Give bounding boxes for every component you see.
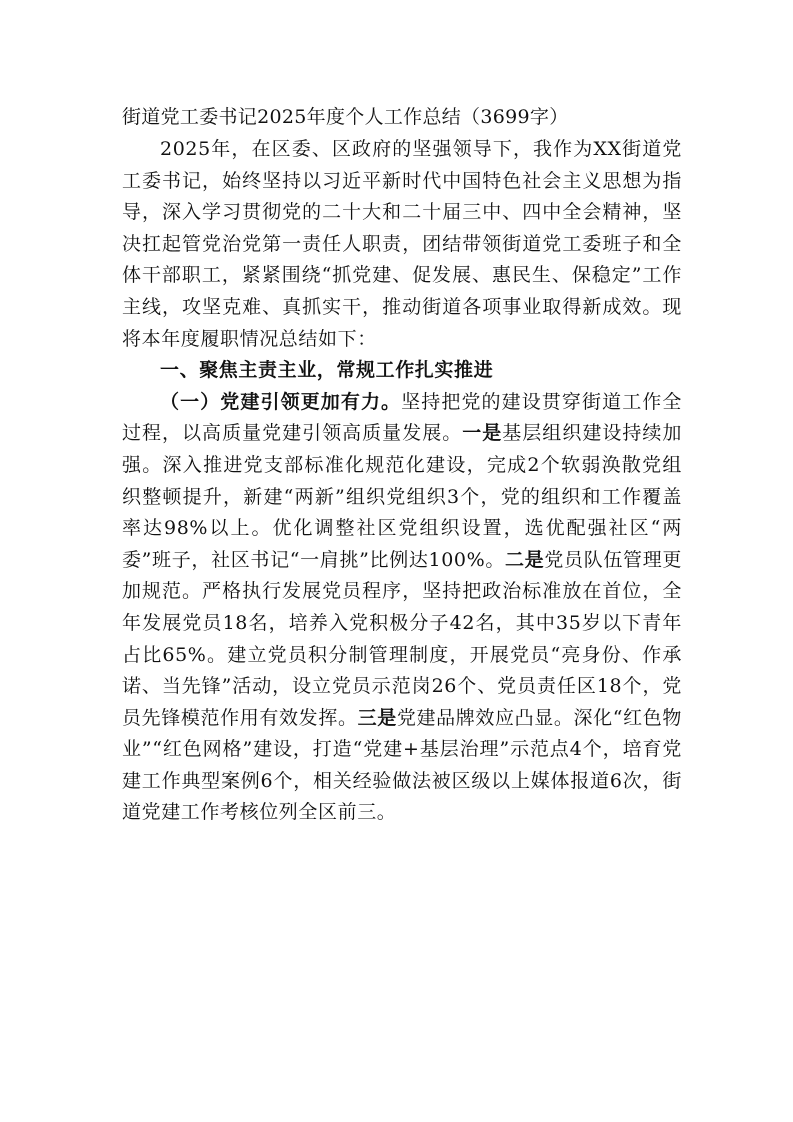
subsection-paragraph-1 <box>122 387 682 829</box>
point-label-1: 一是 <box>462 422 503 445</box>
section-heading-1: 一、聚焦主责主业，常规工作扎实推进 <box>160 359 494 382</box>
point-label-2: 二是 <box>505 548 545 571</box>
intro-paragraph: 2025年，在区委、区政府的坚强领导下，我作为XX街道党工委书记，始终坚持以习近平新时代中国特色社会主义思想为指导，深入学习贯彻党的二十大和二十届三中、四中全会精神，坚决扛起管党治党第一责任人职责，团结带领街道党工委班子和全体干部职工，紧紧围绕“抓党建、促发展、惠民生、保稳定”工作主线，攻坚克难、真抓实干，推动街道各项事业取得新成效。现将本年度履职情况总结如下： <box>122 138 682 350</box>
point-text-2: 党员队伍管理更加规范。严格执行发展党员程序，坚持把政治标准放在首位，全年发展党员18名，培养入党积极分子42名，其中35岁以下青年占比65%。建立党员积分制管理制度，开展党员“亮身份、作承诺、当先锋”活动，设立党员示范岗26个、党员责任区18个，党员先锋模范作用有效发挥。 <box>122 548 682 729</box>
subsection-text-1: 坚持把党的建设贯穿街道工作全过程，以高质量党建引领高质量发展。 <box>122 390 683 445</box>
document-body <box>122 103 682 829</box>
subsection-heading-1: （一）党建引领更加有力。 <box>160 390 402 413</box>
document-title: 街道党工委书记2025年度个人工作总结（3699字） <box>122 106 569 128</box>
point-text-1: 基层组织建设持续加强。深入推进党支部标准化规范化建设，完成2个软弱涣散党组织整顿提升，新建“两新”组织党组织3个，党的组织和工作覆盖率达98%以上。优化调整社区党组织设置，选优配强社区“两委”班子，社区书记“一肩挑”比例达100%。 <box>122 422 682 571</box>
point-label-3: 三是 <box>357 706 397 729</box>
point-text-3: 党建品牌效应凸显。深化“红色物业”“红色网格”建设，打造“党建+基层治理”示范点4个，培育党建工作典型案例6个，相关经验做法被区级以上媒体报道6次，街道党建工作考核位列全区前三。 <box>122 706 682 824</box>
